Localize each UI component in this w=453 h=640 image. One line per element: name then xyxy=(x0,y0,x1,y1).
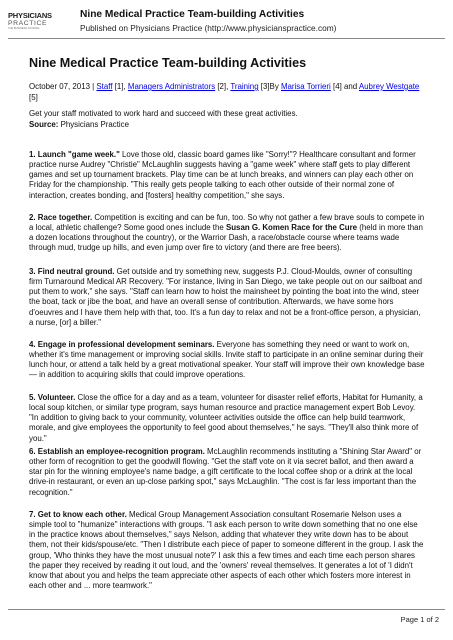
category-link-managers[interactable]: Managers Administrators xyxy=(127,82,216,91)
source-line xyxy=(29,120,429,131)
section-body: Close the office for a day and as a team, volunteer for disaster relief efforts, Habitat for Humanity, a local soup kitchen, or similar type program, says human resource and practice management expert Bob Levoy. "In addition to giving back to your community, volunteer activities outside the office can help build teamwork, morale, and give employees the opportunity to feel good about themselves," he says. "They'll also think more of you." xyxy=(29,393,423,443)
logo-line-2: PRACTICE xyxy=(8,20,48,27)
article-intro xyxy=(29,109,429,130)
author-link-westgate[interactable]: Aubrey Westgate xyxy=(358,82,420,91)
category-link-staff[interactable]: Staff xyxy=(96,82,113,91)
header-divider xyxy=(8,38,445,39)
footer-divider xyxy=(8,609,445,610)
source-label: Source: xyxy=(29,119,59,129)
author-link-torrieri[interactable]: Marisa Torrieri xyxy=(280,82,331,91)
section-body: Love those old, classic board games like "Sorry!"? Healthcare consultant and former practice nurse Audrey "Christie" McLaughlin suggests having a "game week" where staff gets to play different games and set up tournament brackets. Play time can be at lunch breaks, and winners can play each other on Friday for the championship. "This really gets people talking to each other outside of their normal zone of interaction, creates bonding, and [fosters] healthy competition," she says. xyxy=(29,150,416,200)
ref-2: [2], xyxy=(215,82,231,91)
page-header xyxy=(0,0,453,40)
header-title: Nine Medical Practice Team-building Activities xyxy=(80,9,305,20)
section-7 xyxy=(29,510,425,591)
section-heading: 2. Race together. xyxy=(29,213,93,222)
article-date: October 07, 2013 | xyxy=(29,82,97,91)
section-heading: 5. Volunteer. xyxy=(29,393,76,402)
ref-1: [1], xyxy=(112,82,128,91)
page-number: Page 1 of 2 xyxy=(400,615,439,624)
header-subtitle: Published on Physicians Practice (http://www.physicianspractice.com) xyxy=(80,23,337,33)
section-1 xyxy=(29,150,425,201)
section-heading: 6. Establish an employee-recognition program. xyxy=(29,447,205,456)
section-bold-inline: Susan G. Komen Race for the Cure xyxy=(225,223,358,233)
article-meta xyxy=(29,81,429,103)
section-body: Competition is exciting and can be fun, too. So why not gather a few brave souls to compete in a local, athletic challenge? Some good ones include the xyxy=(29,213,425,233)
section-body: McLaughlin recommends instituting a "Shining Star Award" or other form of recognition to get the goodwill flowing. "Get the staff vote on it via secret ballot, and then award a star pin for the winning employee's name badge, a gift certificate to the local coffee shop or a drink at the local drive-in restaurant, or even an up-close parking spot," says McLaughlin. "The cost is far less important than the recognition." xyxy=(29,447,422,497)
category-link-training[interactable]: Training xyxy=(230,82,259,91)
article-title: Nine Medical Practice Team-building Activities xyxy=(29,56,307,70)
section-2 xyxy=(29,213,425,254)
section-body: Everyone has something they need or want to work on, whether it's time management or improving social skills. Invite staff to participate in an online seminar during their lunch hour, or attend a talk held by a great motivational speaker. Your staff will improve their own knowledge base — in addition to acquiring skills that could improve operations. xyxy=(29,340,425,380)
ref-3-by: [3]By xyxy=(258,82,281,91)
logo-line-1: PHYSICIANS xyxy=(8,11,52,20)
section-heading: 7. Get to know each other. xyxy=(29,510,127,519)
intro-text: Get your staff motivated to work hard and succeed with these great activities. xyxy=(29,109,298,118)
section-body: Medical Group Management Association consultant Rosemarie Nelson uses a simple tool to "humanize" interactions with groups. "I ask each person to write down something that no one else in the practice knows about themselves," says Nelson, adding that whatever they write down has to be about them, not their kids/spouse/etc. "Then I distribute each piece of paper to someone different in the group. I ask the group, 'Who thinks they have the most unusual note?' I ask this a few times and each time each person shares the paper they received by reading it out loud, and the 'owners' reveal themselves. It generates a lot of 'I didn't know that about you and helps the team appreciate other aspects of each other which fosters more interest in each other and ... more teamwork." xyxy=(29,510,424,591)
section-body: Get outside and try something new, suggests P.J. Cloud-Moulds, owner of consulting firm Turnaround Medical AR Recovery. "For instance, living in San Diego, we take people out on our sailboat and put them to work," she says. "Staff can learn how to hoist the mainsheet by pointing the boat into the wind, steer the boat, tack or jibe the boat, and have an overall sense of contribution. Afterwards, we have some hors d'oeuvres and I have them help with that, too. It's a fun day to relax and not be a front-office person, a physician, a nurse, [or] a biller." xyxy=(29,267,423,327)
logo-line-3: THE BUSINESS JOURNAL xyxy=(8,27,40,30)
section-4 xyxy=(29,340,425,381)
section-5 xyxy=(29,393,425,444)
ref-4-and: [4] and xyxy=(330,82,359,91)
section-6 xyxy=(29,447,425,498)
physicians-practice-logo xyxy=(8,12,66,34)
ref-5: [5] xyxy=(29,93,38,102)
section-heading: 1. Launch "game week." xyxy=(29,150,120,159)
section-heading: 3. Find neutral ground. xyxy=(29,267,115,276)
section-body-end: (held in more than a dozen locations throughout the country), or the Warrior Dash, a race/obstacle course where teams wade through mud, trudge up hills, and even jump over fire to victory (and there are free beers). xyxy=(29,223,423,253)
section-heading: 4. Engage in professional development seminars. xyxy=(29,340,215,349)
section-3 xyxy=(29,267,425,328)
source-value: Physicians Practice xyxy=(58,119,129,129)
